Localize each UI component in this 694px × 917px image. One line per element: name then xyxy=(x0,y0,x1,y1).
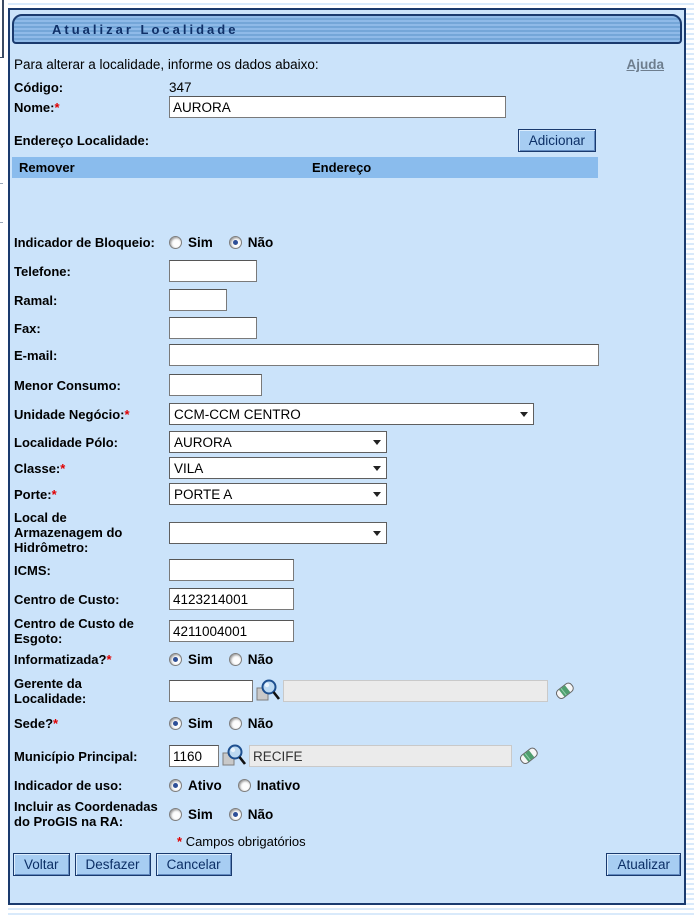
field-row-icms xyxy=(10,559,684,581)
field-row-local-armazenagem xyxy=(10,510,684,555)
sede-sim-radio[interactable] xyxy=(169,717,182,730)
unidade-negocio-value: CCM-CCM CENTRO xyxy=(174,406,301,422)
adicionar-button[interactable]: Adicionar xyxy=(518,129,596,152)
sede-radio-group xyxy=(169,716,289,731)
field-row-localidade-polo xyxy=(10,431,684,453)
uso-ativo-radio[interactable] xyxy=(169,779,182,792)
field-row-classe xyxy=(10,457,684,479)
frame-edge-tick xyxy=(0,57,4,58)
field-row-centro-custo-esgoto xyxy=(10,616,684,646)
chevron-down-icon xyxy=(373,440,381,449)
search-icon[interactable] xyxy=(221,743,247,769)
endereco-localidade-label: Endereço Localidade: xyxy=(14,133,150,148)
field-row-municipio-principal xyxy=(10,743,684,769)
sede-nao-radio[interactable] xyxy=(229,717,242,730)
informatizada-radio-group xyxy=(169,652,289,667)
bloqueio-nao-radio[interactable] xyxy=(229,236,242,249)
field-row-nome xyxy=(10,96,684,118)
gerente-label: Gerente da Localidade: xyxy=(14,676,87,706)
icms-input[interactable] xyxy=(169,559,294,581)
field-row-unidade-negocio xyxy=(10,403,684,425)
field-row-gerente xyxy=(10,676,684,706)
porte-label: Porte:* xyxy=(14,486,57,502)
menor-consumo-label: Menor Consumo: xyxy=(14,377,121,393)
ramal-label: Ramal: xyxy=(14,292,58,308)
localidade-polo-select[interactable] xyxy=(169,431,387,453)
intro-row xyxy=(10,57,684,72)
field-row-ramal xyxy=(10,289,684,311)
menor-consumo-input[interactable] xyxy=(169,374,262,396)
ramal-input[interactable] xyxy=(169,289,227,311)
field-row-endereco-localidade xyxy=(10,129,684,152)
nome-label: Nome:* xyxy=(14,99,60,115)
field-row-codigo xyxy=(10,80,684,95)
porte-value: PORTE A xyxy=(174,486,233,502)
classe-value: VILA xyxy=(174,460,204,476)
codigo-value: 347 xyxy=(169,80,192,95)
sede-nao-label: Não xyxy=(247,716,274,731)
informatizada-sim-label: Sim xyxy=(188,652,213,667)
footer-buttons-row xyxy=(10,853,684,876)
bloqueio-sim-radio[interactable] xyxy=(169,236,182,249)
endereco-table-header xyxy=(12,157,598,178)
centro-custo-label: Centro de Custo: xyxy=(14,591,120,607)
gerente-code-input[interactable] xyxy=(169,680,253,702)
chevron-down-icon xyxy=(373,466,381,475)
localidade-polo-value: AURORA xyxy=(174,434,232,450)
intro-text: Para alterar a localidade, informe os dados abaixo: xyxy=(14,57,319,72)
coordenadas-sim-radio[interactable] xyxy=(169,808,182,821)
informatizada-nao-label: Não xyxy=(247,652,274,667)
incluir-coordenadas-label: Incluir as Coordenadas do ProGIS na RA: xyxy=(14,799,158,829)
column-header-endereco: Endereço xyxy=(312,160,372,175)
fax-input[interactable] xyxy=(169,317,257,339)
indicador-uso-label: Indicador de uso: xyxy=(14,778,123,793)
telefone-label: Telefone: xyxy=(14,263,71,279)
informatizada-nao-radio[interactable] xyxy=(229,653,242,666)
local-armazenagem-select[interactable] xyxy=(169,522,387,544)
chevron-down-icon xyxy=(520,412,528,421)
nome-input[interactable] xyxy=(169,96,506,118)
informatizada-sim-radio[interactable] xyxy=(169,653,182,666)
help-link[interactable]: Ajuda xyxy=(626,57,664,72)
coordenadas-nao-label: Não xyxy=(247,806,274,822)
indicador-uso-radio-group xyxy=(169,778,316,793)
atualizar-localidade-panel xyxy=(8,8,686,905)
field-row-fax xyxy=(10,317,684,339)
municipio-code-input[interactable] xyxy=(169,745,219,767)
unidade-negocio-label: Unidade Negócio:* xyxy=(14,406,130,422)
icms-label: ICMS: xyxy=(14,562,51,578)
porte-select[interactable] xyxy=(169,483,387,505)
centro-custo-esgoto-label: Centro de Custo de Esgoto: xyxy=(14,616,134,646)
centro-custo-esgoto-input[interactable] xyxy=(169,620,294,642)
unidade-negocio-select[interactable] xyxy=(169,403,534,425)
local-armazenagem-label: Local de Armazenagem do Hidrômetro: xyxy=(14,510,123,555)
atualizar-button[interactable]: Atualizar xyxy=(606,853,681,876)
classe-label: Classe:* xyxy=(14,460,66,476)
frame-edge-line xyxy=(2,0,4,57)
municipio-name-field xyxy=(249,745,512,767)
field-row-incluir-coordenadas xyxy=(10,799,684,829)
endereco-table-body xyxy=(10,178,684,235)
telefone-input[interactable] xyxy=(169,260,257,282)
uso-inativo-radio[interactable] xyxy=(238,779,251,792)
fax-label: Fax: xyxy=(14,320,41,336)
bloqueio-nao-label: Não xyxy=(247,235,274,250)
sede-sim-label: Sim xyxy=(188,716,213,731)
voltar-button[interactable]: Voltar xyxy=(13,853,70,876)
panel-title: Atualizar Localidade xyxy=(52,21,239,37)
codigo-label: Código: xyxy=(14,80,64,95)
frame-edge-tick xyxy=(0,183,3,184)
field-row-indicador-uso xyxy=(10,778,684,793)
coordenadas-nao-radio[interactable] xyxy=(229,808,242,821)
indicador-bloqueio-label: Indicador de Bloqueio: xyxy=(14,235,155,250)
classe-select[interactable] xyxy=(169,457,387,479)
field-row-email xyxy=(10,344,684,366)
email-label: E-mail: xyxy=(14,347,58,363)
sede-label: Sede?* xyxy=(14,716,59,731)
chevron-down-icon xyxy=(373,531,381,540)
field-row-informatizada xyxy=(10,652,684,667)
column-header-remover: Remover xyxy=(19,160,75,175)
centro-custo-input[interactable] xyxy=(169,588,294,610)
uso-inativo-label: Inativo xyxy=(256,778,301,793)
eraser-icon[interactable] xyxy=(554,679,576,703)
search-icon[interactable] xyxy=(255,678,281,704)
localidade-polo-label: Localidade Pólo: xyxy=(14,434,119,450)
coordenadas-sim-label: Sim xyxy=(188,806,213,822)
field-row-centro-custo xyxy=(10,588,684,610)
indicador-bloqueio-radio-group xyxy=(169,235,289,250)
field-row-indicador-bloqueio xyxy=(10,235,684,250)
email-field[interactable] xyxy=(169,344,599,366)
informatizada-label: Informatizada?* xyxy=(14,652,112,667)
incluir-coordenadas-radio-group xyxy=(169,807,289,822)
field-row-sede xyxy=(10,716,684,731)
chevron-down-icon xyxy=(373,492,381,501)
cancelar-button[interactable]: Cancelar xyxy=(156,853,232,876)
desfazer-button[interactable]: Desfazer xyxy=(75,853,151,876)
panel-titlebar xyxy=(12,14,682,44)
frame-left-gutter xyxy=(0,0,8,917)
field-row-porte xyxy=(10,483,684,505)
frame-edge-tick xyxy=(0,222,3,223)
required-fields-note: * Campos obrigatórios xyxy=(177,834,306,849)
gerente-name-field xyxy=(283,680,548,702)
bloqueio-sim-label: Sim xyxy=(188,235,213,250)
eraser-icon[interactable] xyxy=(518,744,540,768)
uso-ativo-label: Ativo xyxy=(188,778,222,793)
field-row-telefone xyxy=(10,260,684,282)
field-row-menor-consumo xyxy=(10,374,684,396)
municipio-principal-label: Município Principal: xyxy=(14,748,138,764)
